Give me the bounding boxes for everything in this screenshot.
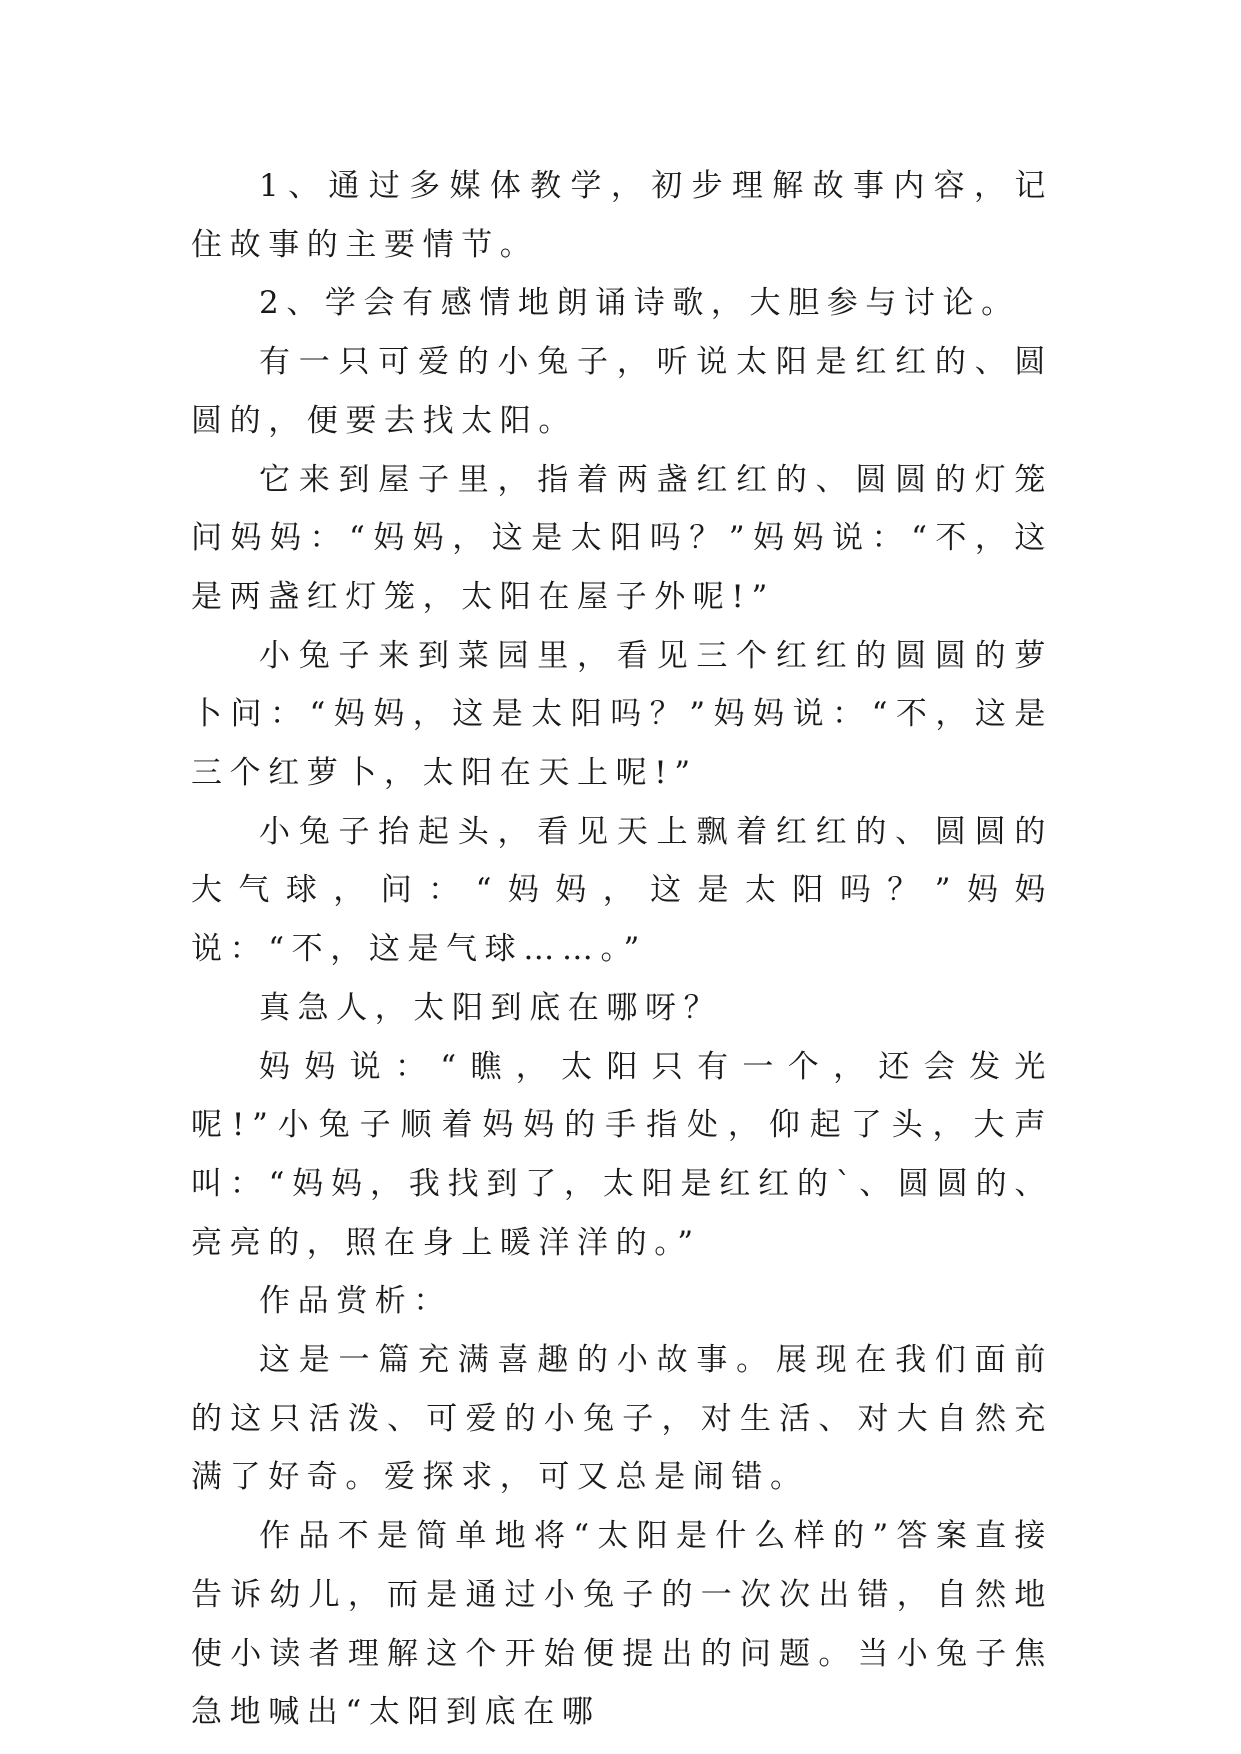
paragraph-story-intro: 有一只可爱的小兔子，听说太阳是红红的、圆圆的，便要去找太阳。 bbox=[191, 344, 1053, 439]
paragraph-objective-1: 1、通过多媒体教学，初步理解故事内容，记住故事的主要情节。 bbox=[191, 168, 1053, 263]
paragraph-story-question: 真急人，太阳到底在哪呀？ bbox=[259, 989, 723, 1026]
paragraph-story-radishes: 小兔子来到菜园里，看见三个红红的圆圆的萝卜问：“妈妈，这是太阳吗？”妈妈说：“不，这是三个红萝卜，太阳在天上呢!” bbox=[191, 637, 1053, 792]
paragraph-story-lanterns: 它来到屋子里，指着两盏红红的、圆圆的灯笼问妈妈：“妈妈，这是太阳吗？”妈妈说：“不，这是两盏红灯笼，太阳在屋子外呢!” bbox=[191, 461, 1053, 615]
paragraph-appreciation-1: 这是一篇充满喜趣的小故事。展现在我们面前的这只活泼、可爱的小兔子，对生活、对大自然充满了好奇。爱探求，可又总是闹错。 bbox=[191, 1342, 1053, 1496]
section-heading-appreciation: 作品赏析： bbox=[259, 1283, 452, 1320]
paragraph-objective-2: 2、学会有感情地朗诵诗歌，大胆参与讨论。 bbox=[259, 285, 1020, 322]
paragraph-story-balloon: 小兔子抬起头，看见天上飘着红红的、圆圆的大气球，问：“妈妈，这是太阳吗？”妈妈说：“不，这是气球……。” bbox=[191, 813, 1053, 968]
paragraph-appreciation-2: 作品不是简单地将“太阳是什么样的”答案直接告诉幼儿，而是通过小兔子的一次次出错，自然地使小读者理解这个开始便提出的问题。当小兔子焦急地喊出“太阳到底在哪 bbox=[191, 1518, 1053, 1731]
document-body bbox=[191, 157, 1053, 1742]
paragraph-story-sun: 妈妈说：“瞧，太阳只有一个，还会发光呢!”小兔子顺着妈妈的手指处，仰起了头，大声叫：“妈妈，我找到了，太阳是红红的`、圆圆的、亮亮的，照在身上暖洋洋的。” bbox=[191, 1048, 1053, 1261]
